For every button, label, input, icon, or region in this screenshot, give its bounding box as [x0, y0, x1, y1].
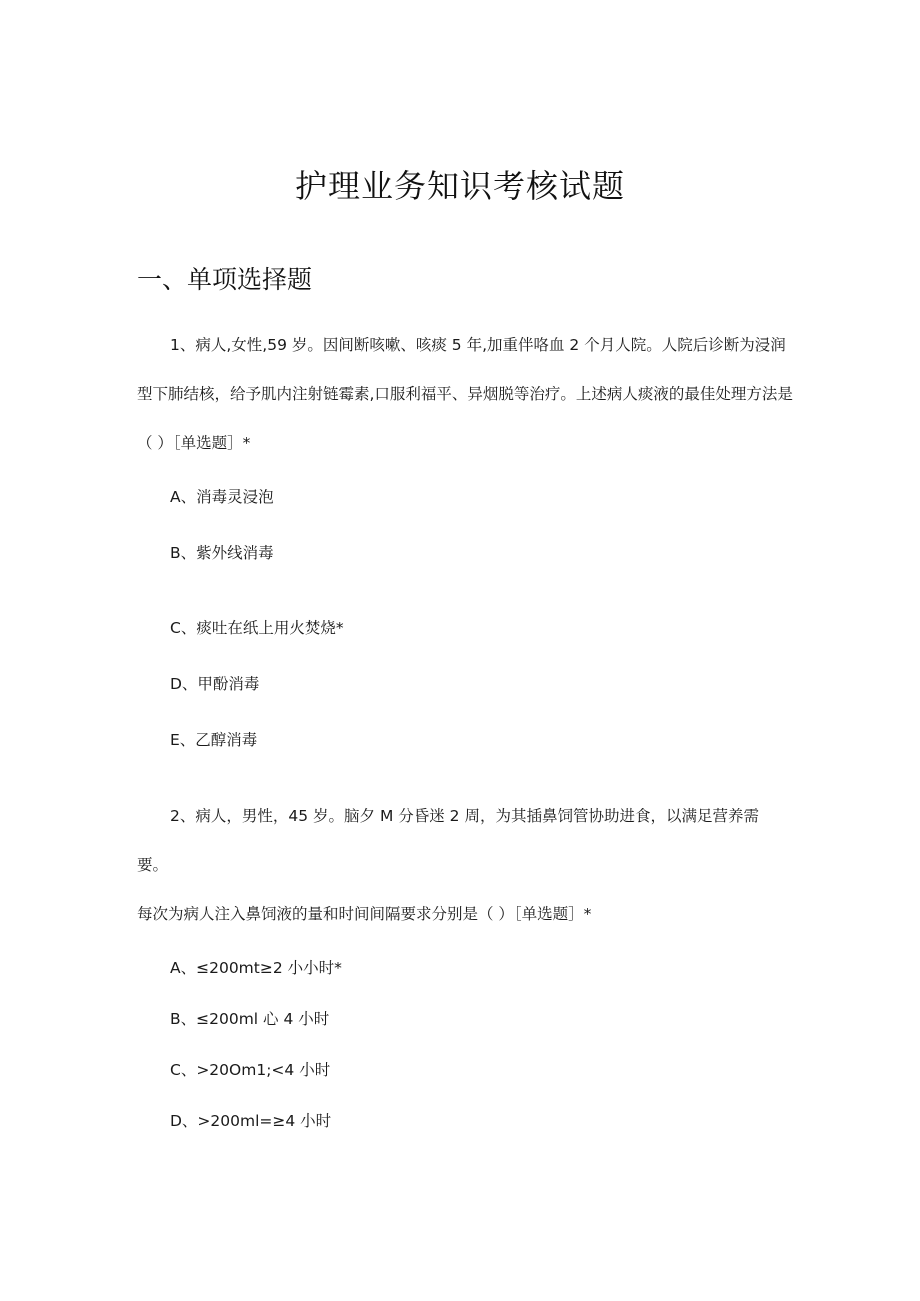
question-2-option-a: A、≤200mt≥2 小小时* [170, 959, 342, 977]
question-2-line-2: 要。 [137, 856, 169, 874]
section-heading: 一、单项选择题 [137, 265, 313, 294]
question-1-line-1: 1、病人,女性,59 岁。因间断咳嗽、咳痰 5 年,加重伴咯血 2 个月人院。人院后诊断为浸润 [170, 336, 786, 354]
question-1-option-b: B、紫外线消毒 [170, 544, 274, 562]
question-1-line-3: （ ）［单选题］* [137, 434, 251, 452]
question-1-option-c: C、痰吐在纸上用火焚烧* [170, 619, 344, 637]
document-title: 护理业务知识考核试题 [294, 167, 625, 205]
question-2-option-d: D、>200ml=≥4 小时 [170, 1112, 332, 1130]
question-2-line-1: 2、病人，男性，45 岁。脑夕 M 分昏迷 2 周，为其插鼻饲管协助进食，以满足营养需 [170, 807, 759, 825]
question-1-option-e: E、乙醇消毒 [170, 731, 258, 749]
question-2-option-c: C、>20Om1;<4 小时 [170, 1061, 331, 1079]
question-1-option-d: D、甲酚消毒 [170, 675, 260, 693]
question-1-option-a: A、消毒灵浸泡 [170, 488, 274, 506]
question-2-option-b: B、≤200ml 心 4 小时 [170, 1010, 330, 1028]
question-1-line-2: 型下肺结核，给予肌内注射链霉素,口服利福平、异烟脱等治疗。上述病人痰液的最佳处理方法是 [137, 385, 793, 403]
question-2-line-3: 每次为病人注入鼻饲液的量和时间间隔要求分别是（ ）［单选题］* [137, 905, 592, 923]
